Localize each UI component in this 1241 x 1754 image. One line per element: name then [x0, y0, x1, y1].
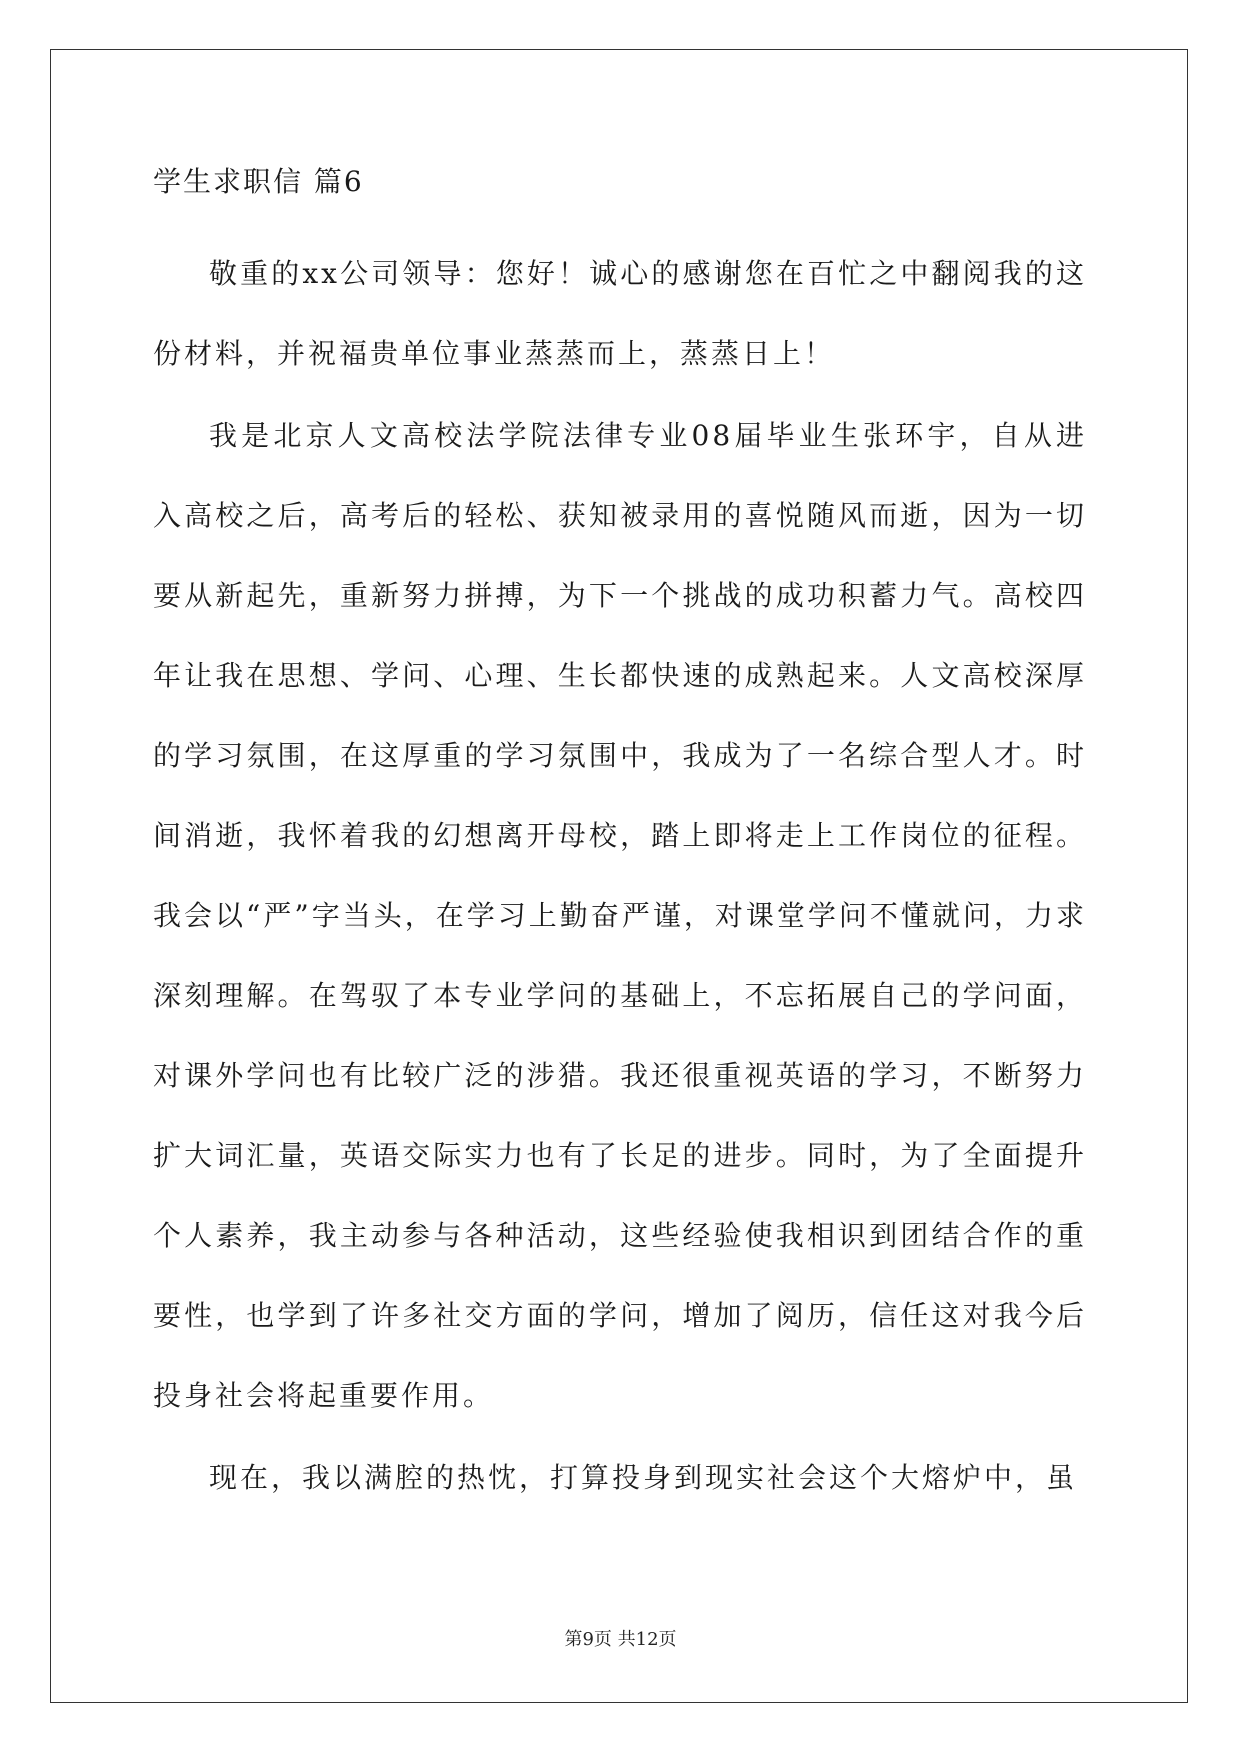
page-number: 第9页 共12页 [564, 1629, 677, 1650]
paragraph-introduction: 我是北京人文高校法学院法律专业08届毕业生张环宇，自从进入高校之后，高考后的轻松、获知被录用的喜悦随风而逝，因为一切要从新起先，重新努力拼搏，为下一个挑战的成功积蓄力气。高校四年让我在思想、学问、心理、生长都快速的成熟起来。人文高校深厚的学习氛围，在这厚重的学习氛围中，我成为了一名综合型人才。时间消逝，我怀着我的幻想离开母校，踏上即将走上工作岗位的征程。我会以“严”字当头，在学习上勤奋严谨，对课堂学问不懂就问，力求深刻理解。在驾驭了本专业学问的基础上，不忘拓展自己的学问面，对课外学问也有比较广泛的涉猎。我还很重视英语的学习，不断努力扩大词汇量，英语交际实力也有了长足的进步。同时，为了全面提升个人素养，我主动参与各种活动，这些经验使我相识到团结合作的重要性，也学到了许多社交方面的学问，增加了阅历，信任这对我今后投身社会将起重要作用。 [153, 419, 1087, 1412]
document-body [153, 162, 1087, 1520]
paragraph-greeting: 敬重的xx公司领导：您好！诚心的感谢您在百忙之中翻阅我的这份材料，并祝福贵单位事业蒸蒸而上，蒸蒸日上！ [153, 257, 1087, 370]
document-title: 学生求职信 篇6 [153, 165, 364, 198]
paragraph-closing: 现在，我以满腔的热忱，打算投身到现实社会这个大熔炉中，虽 [209, 1461, 1078, 1494]
